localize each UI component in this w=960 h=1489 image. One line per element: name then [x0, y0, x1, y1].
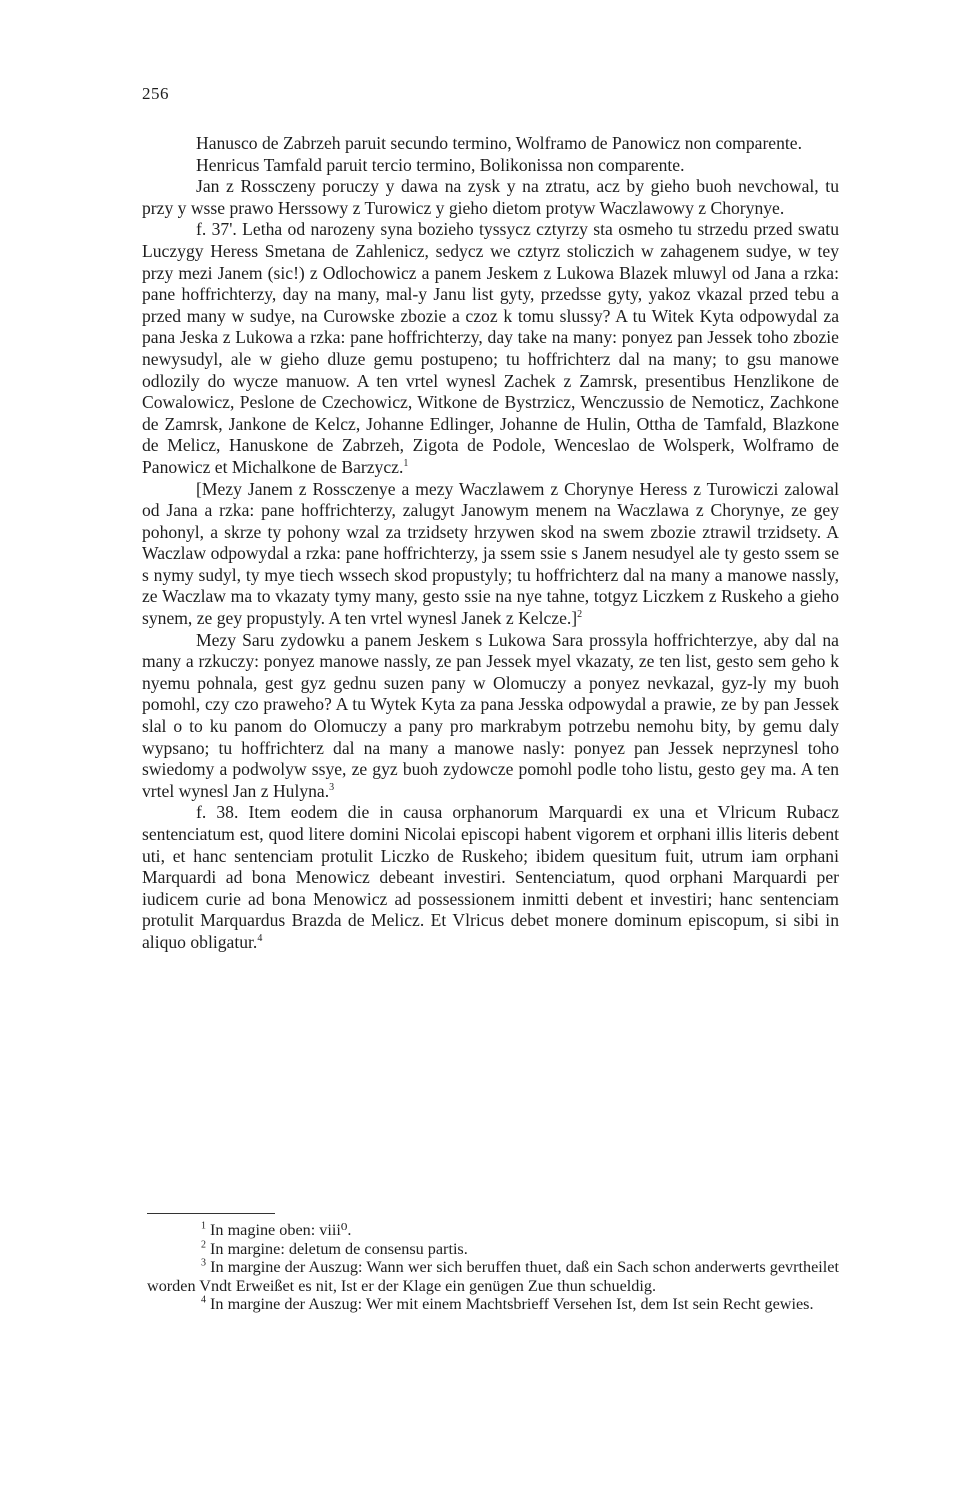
paragraph — [142, 802, 839, 953]
paragraph — [142, 630, 839, 803]
footnote-number: 4 — [201, 1294, 206, 1306]
paragraph-text: [Mezy Janem z Rossczenye a mezy Waczlawem z Chorynye Heress z Turowiczi zalowal od Jana a rzka: pane hoffrichterzy, zalugyt Janowym menem na Waczlawa z Chorynye, ze gey pohonyl, a skrze ty pohony wzal za trzidsety hrzywen skod na swem zbozie ztrawil trzidsety. A Waczlaw odpowydal a rzka: pane hoffrichterzy, ja ssem ssie s Janem nesudyel ale ty gesto ssem se s nymy sudyl, ty mye tiech wssech skod propustyly; tu hoffrichterz dal na many a manowe nassly, ze Waczlaw ma to vkazaty tymy many, gesto ssie na nye tahne, totgyz Liczkem z Ruskeho a gieho synem, ze gey propustyly. A ten vrtel wynesl Janek z Kelcze.] — [142, 478, 839, 629]
paragraph — [142, 219, 839, 478]
paragraph-text: f. 38. Item eodem die in causa orphanorum Marquardi ex una et Vlricum Rubacz sentenciatum est, quod litere domini Nicolai episcopi habent vigorem et orphani illis literis debent uti, et hanc sentenciam protulit Liczko de Ruskeho; ibidem quesitum fuit, utrum iam orphani Marquardi ad bona Menowicz debeant investiri. Sentenciatum, quod orphani Marquardi per iudicem curie ad bona Menowicz ad possessionem inmitti debent et investiri; hanc sentenciam protulit Marquardus Brazda de Melicz. Et Vlricus debet monere dominum episcopum, si sibi in aliquo obligatur. — [142, 802, 839, 952]
paragraph — [142, 479, 839, 630]
paragraph-text: Mezy Saru zydowku a panem Jeskem s Lukowa Sara prossyla hoffrichterzye, aby dal na many a rzkuczy: ponyez manowe nassly, ze pan Jessek myel vkazaty, ze ten list, gesto sem geho k nyemu pohnala, gest gyz gednu suzen pany w Olomuczy a ponyez nevkazal, gyz-ly my buoh pomohl, czy czo praweho? A tu Wytek Kyta za pana Jesska odpowydal a prawie, ze by pan Jessek slal o to ku panom do Olomuczy a pany pro markrabym potrzebu nemohu bity, by gemu daly wypsano; tu hoffrichterz dal na many a manowe nasly: ponyez pan Jessek neprzynesl toho swiedomy a podwolyw ssye, ze gyz buoh zydowcze pomohl podle toho listu, gesto gey ma. A ten vrtel wynesl Jan z Hulyna. — [142, 629, 839, 801]
paragraph — [142, 133, 839, 155]
footnote-ref: 3 — [329, 781, 335, 793]
paragraph-text: Jan z Rossczeny poruczy y dawa na zysk y na ztratu, acz by gieho buoh nevchowal, tu przy y wsse prawo Herssowy z Turowicz y gieho dietom protyw Waczlawowy z Chorynye. — [142, 176, 839, 218]
footnote-ref: 1 — [403, 458, 409, 470]
footnote — [147, 1221, 839, 1240]
footnote-ref: 2 — [577, 609, 583, 621]
footnote — [147, 1295, 839, 1314]
footnotes — [147, 1221, 839, 1314]
footnote-divider — [147, 1213, 275, 1214]
paragraph-text: Hanusco de Zabrzeh paruit secundo termino, Wolframo de Panowicz non comparente. — [196, 133, 803, 153]
footnote — [147, 1240, 839, 1259]
paragraph-text: f. 37'. Letha od narozeny syna bozieho tyssycz cztyrzy sta osmeho tu strzedu przed swatu Luczygy Heress Smetana de Zahlenicz, sedycz we cztyrz stoliczich w zahagenem sudye, w tey przy mezi Janem (sic!) z Odlochowicz a panem Jeskem z Lukowa Blazek mluwyl od Jana a rzka: pane hoffrichterzy, day na many, mal-y Janu list gyty, przedsse gyty, yakoz vkazal przed tebu a przed many w sudye, na Curowske zbozie a czoz k tomu slussy? A tu Witek Kyta odpowydal za pana Jeska z Lukowa a rzka: pane hoffrichterzy, day take na many: ponyez pan Jessek toho zbozie newysudyl, ale w gieho dluze gemu postupeno; tu hoffrichterz dal na many; to gsu manowe odlozily do wycze manuow. A ten vrtel wynesl Zachek z Zamrsk, presentibus Henzlikone de Cowalowicz, Peslone de Czechowicz, Witkone de Bystrzicz, Wenczussio de Nemoticz, Zachkone de Zamrsk, Jankone de Kelcz, Johanne Edlinger, Johanne de Hulin, Ottha de Tamfald, Blazkone de Melicz, Hanuskone de Zabrzeh, Zigota de Podole, Wenceslao de Wolsperk, Wolframo de Panowicz et Michalkone de Barzycz. — [142, 219, 839, 477]
footnote-text: In margine der Auszug: Wann wer sich beruffen thuet, daß ein Sach schon anderwerts gevrtheilet worden Vndt Erweißet es nit, Ist er der Klage ein genügen Zue thun schueldig. — [147, 1258, 839, 1295]
footnote-text: In margine der Auszug: Wer mit einem Machtsbrieff Versehen Ist, dem Ist sein Recht gewies. — [210, 1295, 814, 1314]
paragraph — [142, 155, 839, 177]
main-text — [142, 133, 839, 954]
footnote-text: In margine: deletum de consensu partis. — [210, 1239, 468, 1258]
paragraph-text: Henricus Tamfald paruit tercio termino, Bolikonissa non comparente. — [196, 154, 685, 175]
footnote-number: 2 — [201, 1239, 206, 1251]
footnote-number: 1 — [201, 1220, 206, 1232]
page-number: 256 — [142, 84, 169, 103]
paragraph — [142, 176, 839, 219]
footnote-ref: 4 — [257, 933, 263, 945]
footnote-number: 3 — [201, 1257, 206, 1269]
footnote-text: In magine oben: viii⁰. — [210, 1221, 352, 1239]
footnote — [147, 1258, 839, 1295]
